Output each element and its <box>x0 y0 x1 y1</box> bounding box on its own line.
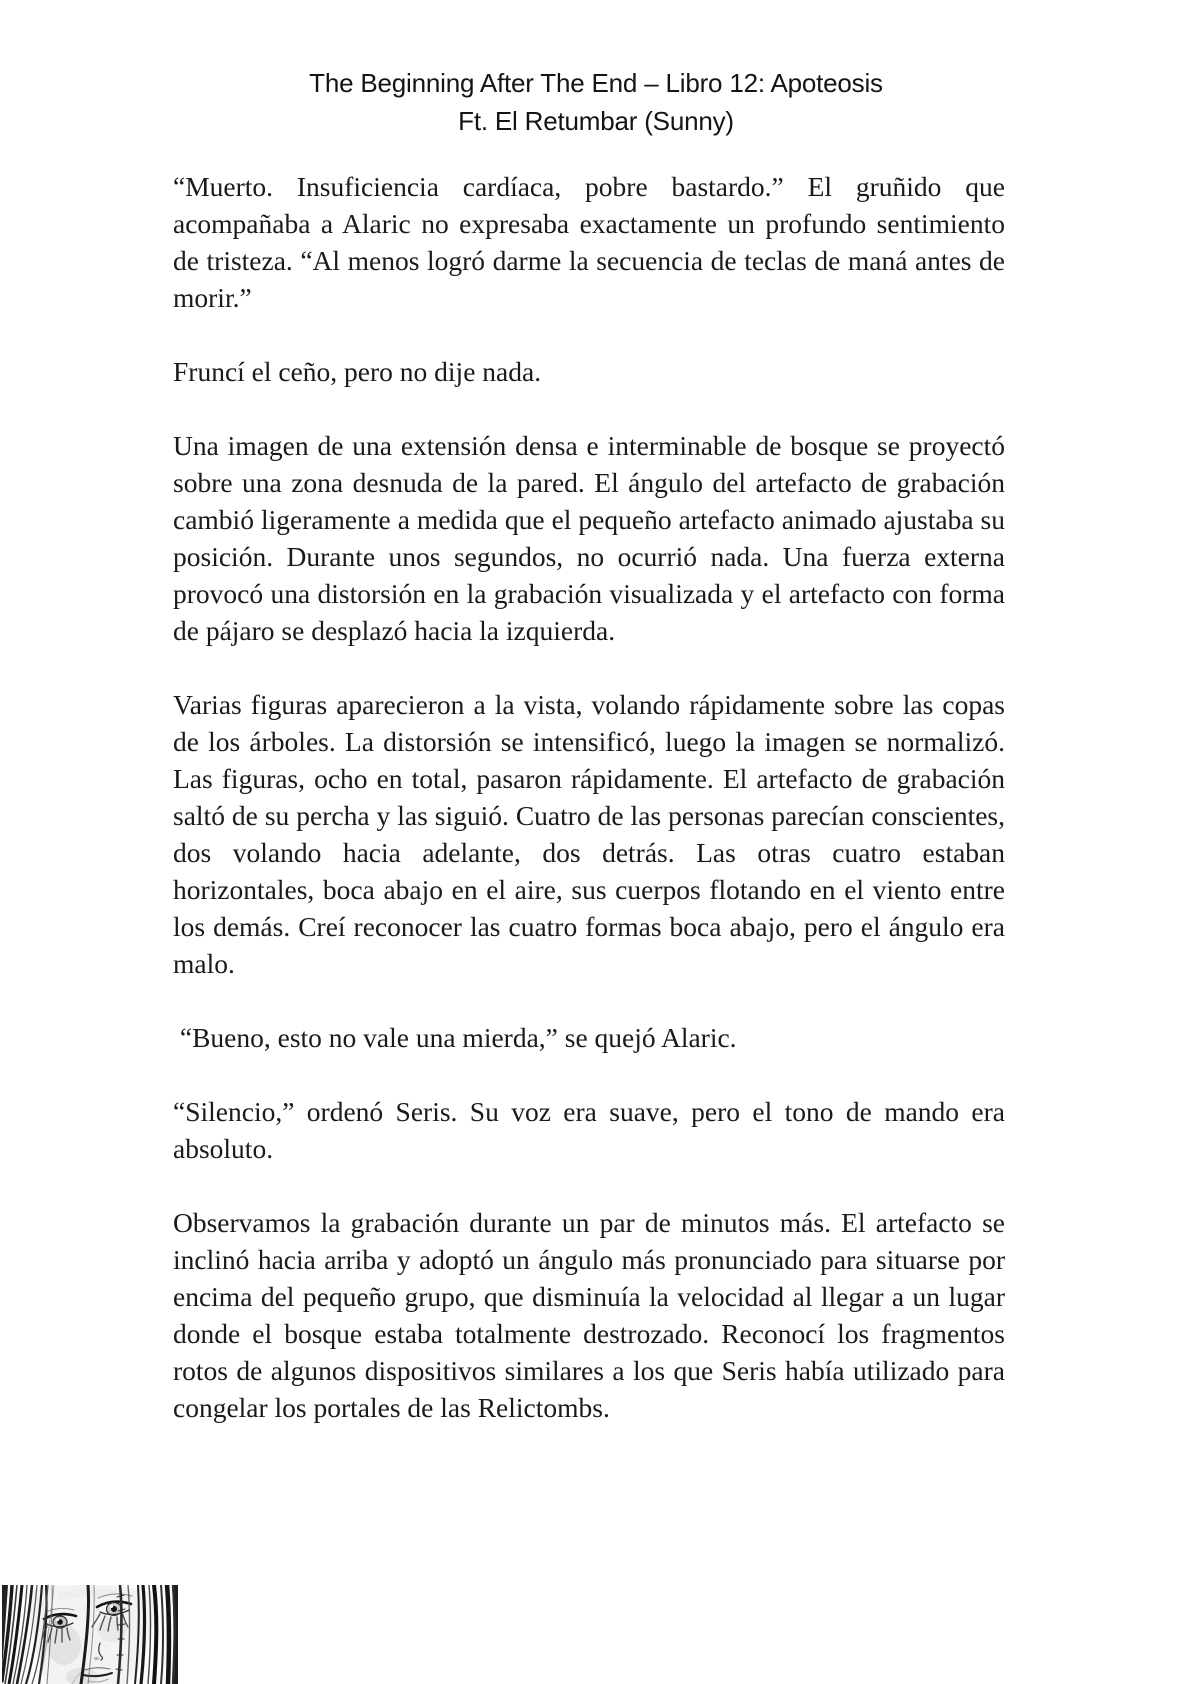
paragraph-2: Fruncí el ceño, pero no dije nada. <box>173 356 542 387</box>
page-title: The Beginning After The End – Libro 12: Apoteosis <box>309 68 883 98</box>
document-header <box>0 0 1192 140</box>
paragraph-6: “Silencio,” ordenó Seris. Su voz era suave, pero el tono de mando era absoluto. <box>173 1096 1005 1164</box>
manga-face-sketch-image <box>2 1585 178 1684</box>
paragraph-4: Varias figuras aparecieron a la vista, volando rápidamente sobre las copas de los árboles. La distorsión se intensificó, luego la imagen se normalizó. Las figuras, ocho en total, pasaron rápidamente. El artefacto de grabación saltó de su percha y las siguió. Cuatro de las personas parecían conscientes, dos volando hacia adelante, dos detrás. Las otras cuatro estaban horizontales, boca abajo en el aire, sus cuerpos flotando en el viento entre los demás. Creí reconocer las cuatro formas boca abajo, pero el ángulo era malo. <box>173 689 1005 979</box>
paragraph-7: Observamos la grabación durante un par de minutos más. El artefacto se inclinó hacia arriba y adoptó un ángulo más pronunciado para situarse por encima del pequeño grupo, que disminuía la velocidad al llegar a un lugar donde el bosque estaba totalmente destrozado. Reconocí los fragmentos rotos de algunos dispositivos similares a los que Seris había utilizado para congelar los portales de las Relictombs. <box>173 1207 1005 1423</box>
page-subtitle: Ft. El Retumbar (Sunny) <box>458 106 734 136</box>
paragraph-5: “Bueno, esto no vale una mierda,” se quejó Alaric. <box>173 1022 737 1053</box>
paragraph-3: Una imagen de una extensión densa e interminable de bosque se proyectó sobre una zona desnuda de la pared. El ángulo del artefacto de grabación cambió ligeramente a medida que el pequeño artefacto animado ajustaba su posición. Durante unos segundos, no ocurrió nada. Una fuerza externa provocó una distorsión en la grabación visualizada y el artefacto con forma de pájaro se desplazó hacia la izquierda. <box>173 430 1005 646</box>
paragraph-1: “Muerto. Insuficiencia cardíaca, pobre bastardo.” El gruñido que acompañaba a Alaric no expresaba exactamente un profundo sentimiento de tristeza. “Al menos logró darme la secuencia de teclas de maná antes de morir.” <box>173 171 1005 313</box>
document-body <box>173 168 1005 1426</box>
manga-face-illustration <box>2 1585 178 1684</box>
